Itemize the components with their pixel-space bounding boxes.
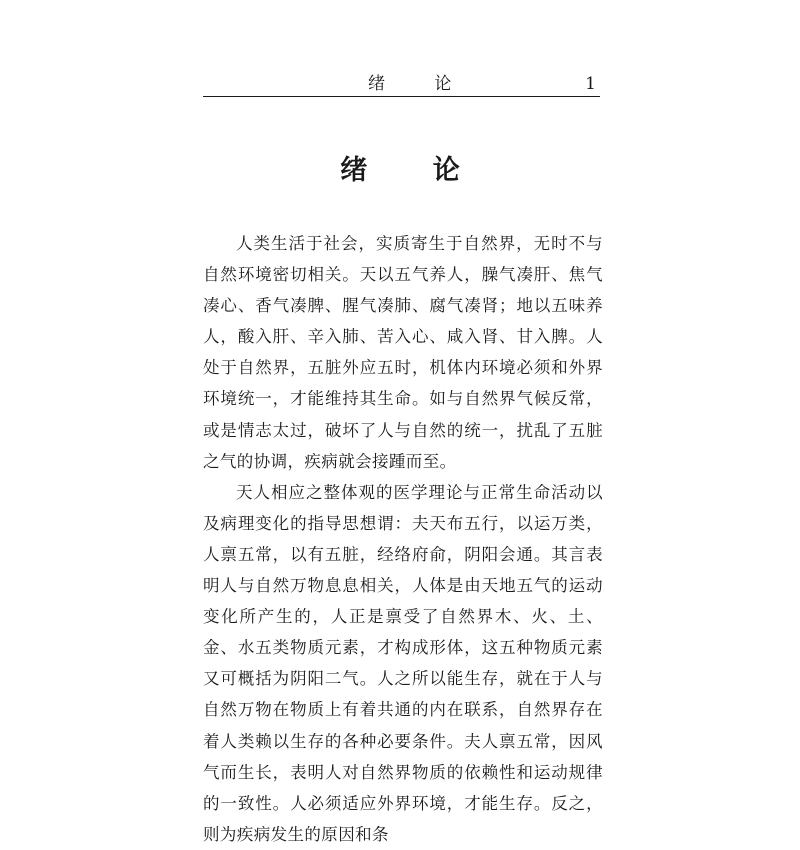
page-number: 1 bbox=[585, 74, 596, 94]
running-header bbox=[203, 72, 600, 96]
header-rule bbox=[203, 96, 600, 97]
running-header-title: 绪 论 bbox=[368, 74, 474, 94]
chapter-title: 绪 论 bbox=[340, 155, 488, 186]
paragraph-1: 人类生活于社会，实质寄生于自然界，无时不与自然环境密切相关。天以五气养人，臊气凑肝、焦气凑心、香气凑脾、腥气凑肺、腐气凑肾；地以五味养人，酸入肝、辛入肺、苦入心、咸入肾、甘入脾。人处于自然界，五脏外应五时，机体内环境必须和外界环境统一，才能维持其生命。如与自然界气候反常，或是情志太过，破坏了人与自然的统一，扰乱了五脏之气的协调，疾病就会接踵而至。 bbox=[203, 234, 603, 471]
paragraph-2: 天人相应之整体观的医学理论与正常生命活动以及病理变化的指导思想谓：夫天布五行，以运万类，人禀五常，以有五脏，经络府俞，阴阳会通。其言表明人与自然万物息息相关，人体是由天地五气的运动变化所产生的，人正是禀受了自然界木、火、土、金、水五类物质元素，才构成形体，这五种物质元素又可概括为阴阳二气。人之所以能生存，就在于人与自然万物在物质上有着共通的内在联系，自然界存在着人类赖以生存的各种必要条件。夫人禀五常，因风气而生长，表明人对自然界物质的依赖性和运动规律的一致性。人必须适应外界环境，才能生存。反之，则为疾病发生的原因和条 bbox=[203, 482, 603, 844]
body-text bbox=[203, 228, 603, 850]
